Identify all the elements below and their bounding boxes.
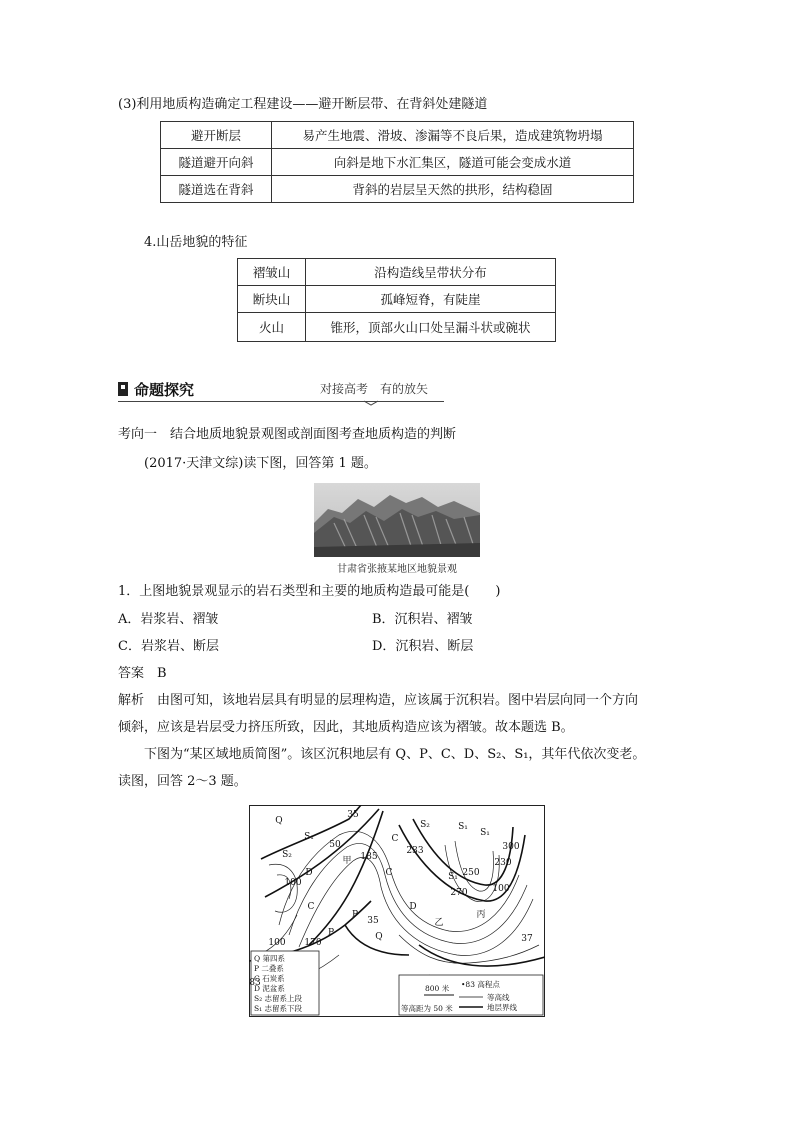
section-header-rule [118,401,444,402]
map-scale: 800 米 [425,984,450,993]
landform-table [237,258,556,342]
map-label: 丙 [476,910,486,920]
map-label: Q [375,932,383,942]
table-cell: 易产生地震、滑坡、渗漏等不良后果，造成建筑物坍塌 [272,122,634,149]
question-1-stem: 1．上图地貌景观显示的岩石类型和主要的地质构造最可能是( ) [118,584,501,599]
map-label: 35 [347,810,359,820]
table-row [238,313,556,342]
map-label: 乙 [434,918,444,928]
map-label: C [385,868,393,878]
table-row [161,149,634,176]
table-cell: 沿构造线呈带状分布 [306,259,556,286]
intro-question-2-line-2: 读图，回答 2～3 题。 [118,774,247,789]
map-label: S₂ [282,850,292,860]
table-cell: 隧道选在背斜 [161,176,272,203]
map-label: 83 [249,978,261,988]
map-legend-entry: C 石炭系 [254,974,285,983]
analysis-line-2: 倾斜，应该是岩层受力挤压所致，因此，其地质构造应该为褶皱。故本题选 B。 [118,720,574,735]
intro-question-1: (2017·天津文综)读下图，回答第 1 题。 [144,456,377,471]
map-label: S₁ [458,822,468,832]
engineering-table [160,121,634,203]
answer-label: 答案 B [118,666,167,681]
geology-map [249,805,545,1017]
map-legend-entry: Q 第四系 [254,954,286,963]
map-label: 170 [304,938,322,948]
section-header-title: 命题探究 [134,381,195,399]
table-row [161,122,634,149]
map-label: C [307,902,315,912]
map-label: P [327,928,335,938]
rule-notch-icon [364,398,378,406]
map-label: S₁ [448,872,458,882]
map-legend-entry: 地层界线 [487,1003,517,1012]
map-label: D [305,868,313,878]
direction-heading: 考向一 结合地质地貌景观图或剖面图考查地质构造的判断 [118,427,457,442]
analysis-line-1: 解析 由图可知，该地岩层具有明显的层理构造，应该属于沉积岩。图中岩层向同一个方向 [118,693,639,708]
option-c: C．岩浆岩、断层 [118,639,219,654]
map-label: S₁ [480,828,490,838]
table-cell: 褶皱山 [238,259,306,286]
map-label: 270 [450,888,468,898]
map-label: S₂ [420,820,430,830]
map-label: 185 [360,852,378,862]
map-legend-entry: 等高线 [487,993,510,1002]
map-label: 233 [406,846,424,856]
map-label: 100 [268,938,286,948]
map-legend-entry: D 泥盆系 [254,984,285,993]
landscape-photo [314,483,480,557]
map-contour-note: 等高距为 50 米 [401,1004,453,1013]
section3-title: (3)利用地质构造确定工程建设——避开断层带、在背斜处建隧道 [118,97,488,112]
table-cell: 隧道避开向斜 [161,149,272,176]
table-cell: 避开断层 [161,122,272,149]
table-cell: 背斜的岩层呈天然的拱形，结构稳固 [272,176,634,203]
table-row [161,176,634,203]
section4-title: 4.山岳地貌的特征 [144,235,248,250]
intro-question-2-line-1: 下图为“某区域地质简图”。该区沉积地层有 Q、P、C、D、S₂、S₁，其年代依次变老。 [144,747,646,762]
table-cell: 断块山 [238,286,306,313]
option-a: A．岩浆岩、褶皱 [118,612,219,627]
map-legend-entry: S₁ 志留系下段 [254,1004,303,1013]
table-cell: 孤峰短脊，有陡崖 [306,286,556,313]
table-row [238,286,556,313]
map-label: 100 [284,878,302,888]
table-row [238,259,556,286]
map-label: 甲 [342,856,352,866]
map-legend-entry: •83 高程点 [461,980,500,989]
section-marker-icon [118,382,128,396]
map-label: S₁ [304,832,314,842]
map-label: 50 [329,840,341,850]
map-label: 250 [462,868,480,878]
option-b: B．沉积岩、褶皱 [372,612,473,627]
table-cell: 锥形，顶部火山口处呈漏斗状或碗状 [306,313,556,342]
map-label: C [391,834,399,844]
table-cell: 向斜是地下水汇集区，隧道可能会变成水道 [272,149,634,176]
map-label: 300 [502,842,520,852]
map-label: 37 [521,934,533,944]
photo-caption: 甘肃省张掖某地区地貌景观 [337,564,457,575]
section-header-subtitle: 对接高考 有的放矢 [320,382,429,396]
map-label: 35 [367,916,379,926]
map-label: D [409,902,417,912]
table-cell: 火山 [238,313,306,342]
map-legend-entry: P 二叠系 [254,964,284,973]
map-label: Q [275,816,283,826]
map-label: 230 [494,858,512,868]
map-legend-entry: S₂ 志留系上段 [254,994,303,1003]
option-d: D．沉积岩、断层 [372,639,474,654]
map-label: 100 [492,884,510,894]
map-label: P [351,910,359,920]
